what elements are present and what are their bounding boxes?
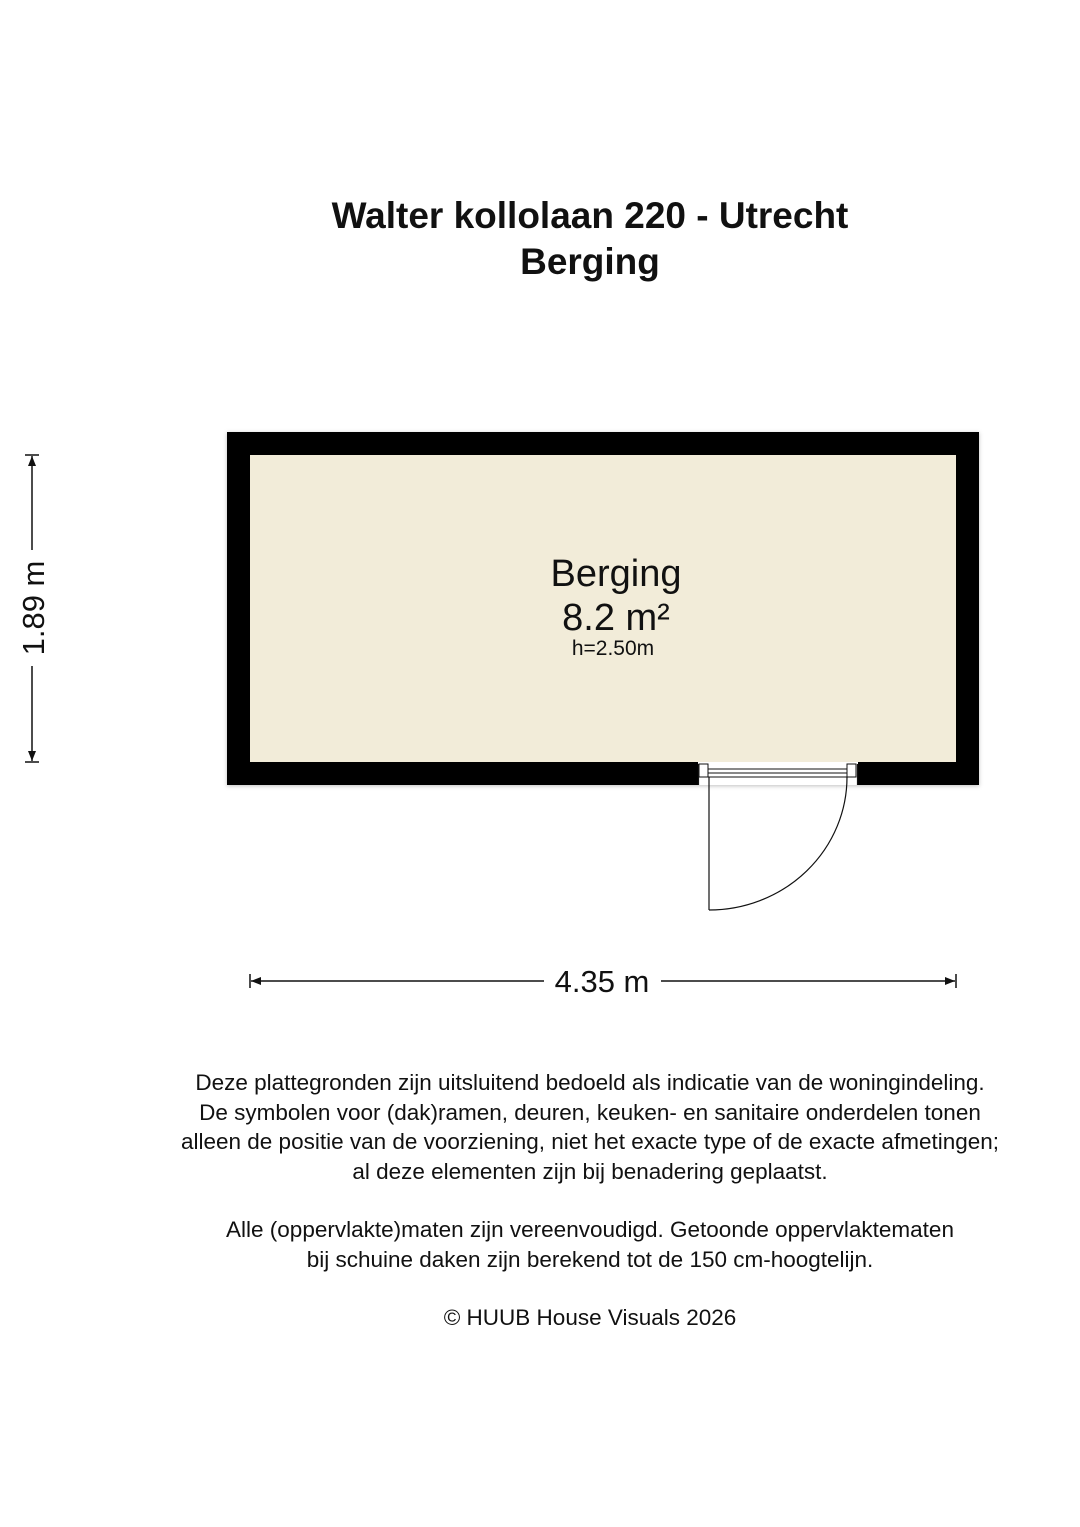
- room-berging: [227, 432, 979, 910]
- room-name-label: Berging: [550, 553, 682, 595]
- disclaimer-line: De symbolen voor (dak)ramen, deuren, keuken- en sanitaire onderdelen tonen: [199, 1099, 981, 1125]
- disclaimer: [0, 1068, 1080, 1333]
- room-area-label: 8.2 m²: [562, 597, 670, 639]
- disclaimer-spacer: [0, 1186, 1080, 1215]
- width-dimension-label: 4.35 m: [554, 964, 650, 999]
- door-swing-arc: [709, 777, 847, 910]
- room-height-label: h=2.50m: [571, 637, 655, 660]
- floor-title: Berging: [520, 241, 660, 282]
- disclaimer-line: bij schuine daken zijn berekend tot de 150 cm-hoogtelijn.: [306, 1246, 874, 1272]
- disclaimer-line: al deze elementen zijn bij benadering geplaatst.: [352, 1158, 828, 1184]
- door: [698, 762, 858, 910]
- address-title: Walter kollolaan 220 - Utrecht: [331, 195, 849, 236]
- disclaimer-line: Alle (oppervlakte)maten zijn vereenvoudigd. Getoonde oppervlaktematen: [226, 1217, 954, 1242]
- disclaimer-line: Deze plattegronden zijn uitsluitend bedoeld als indicatie van de woningindeling.: [195, 1070, 985, 1095]
- width-dimension: [250, 964, 956, 999]
- disclaimer-spacer: [0, 1274, 1080, 1303]
- disclaimer-line: alleen de positie van de voorziening, niet het exacte type of de exacte afmetingen;: [180, 1129, 1000, 1154]
- depth-dimension: [16, 455, 51, 762]
- copyright-notice: © HUUB House Visuals 2026: [443, 1305, 737, 1330]
- depth-dimension-label: 1.89 m: [16, 560, 51, 656]
